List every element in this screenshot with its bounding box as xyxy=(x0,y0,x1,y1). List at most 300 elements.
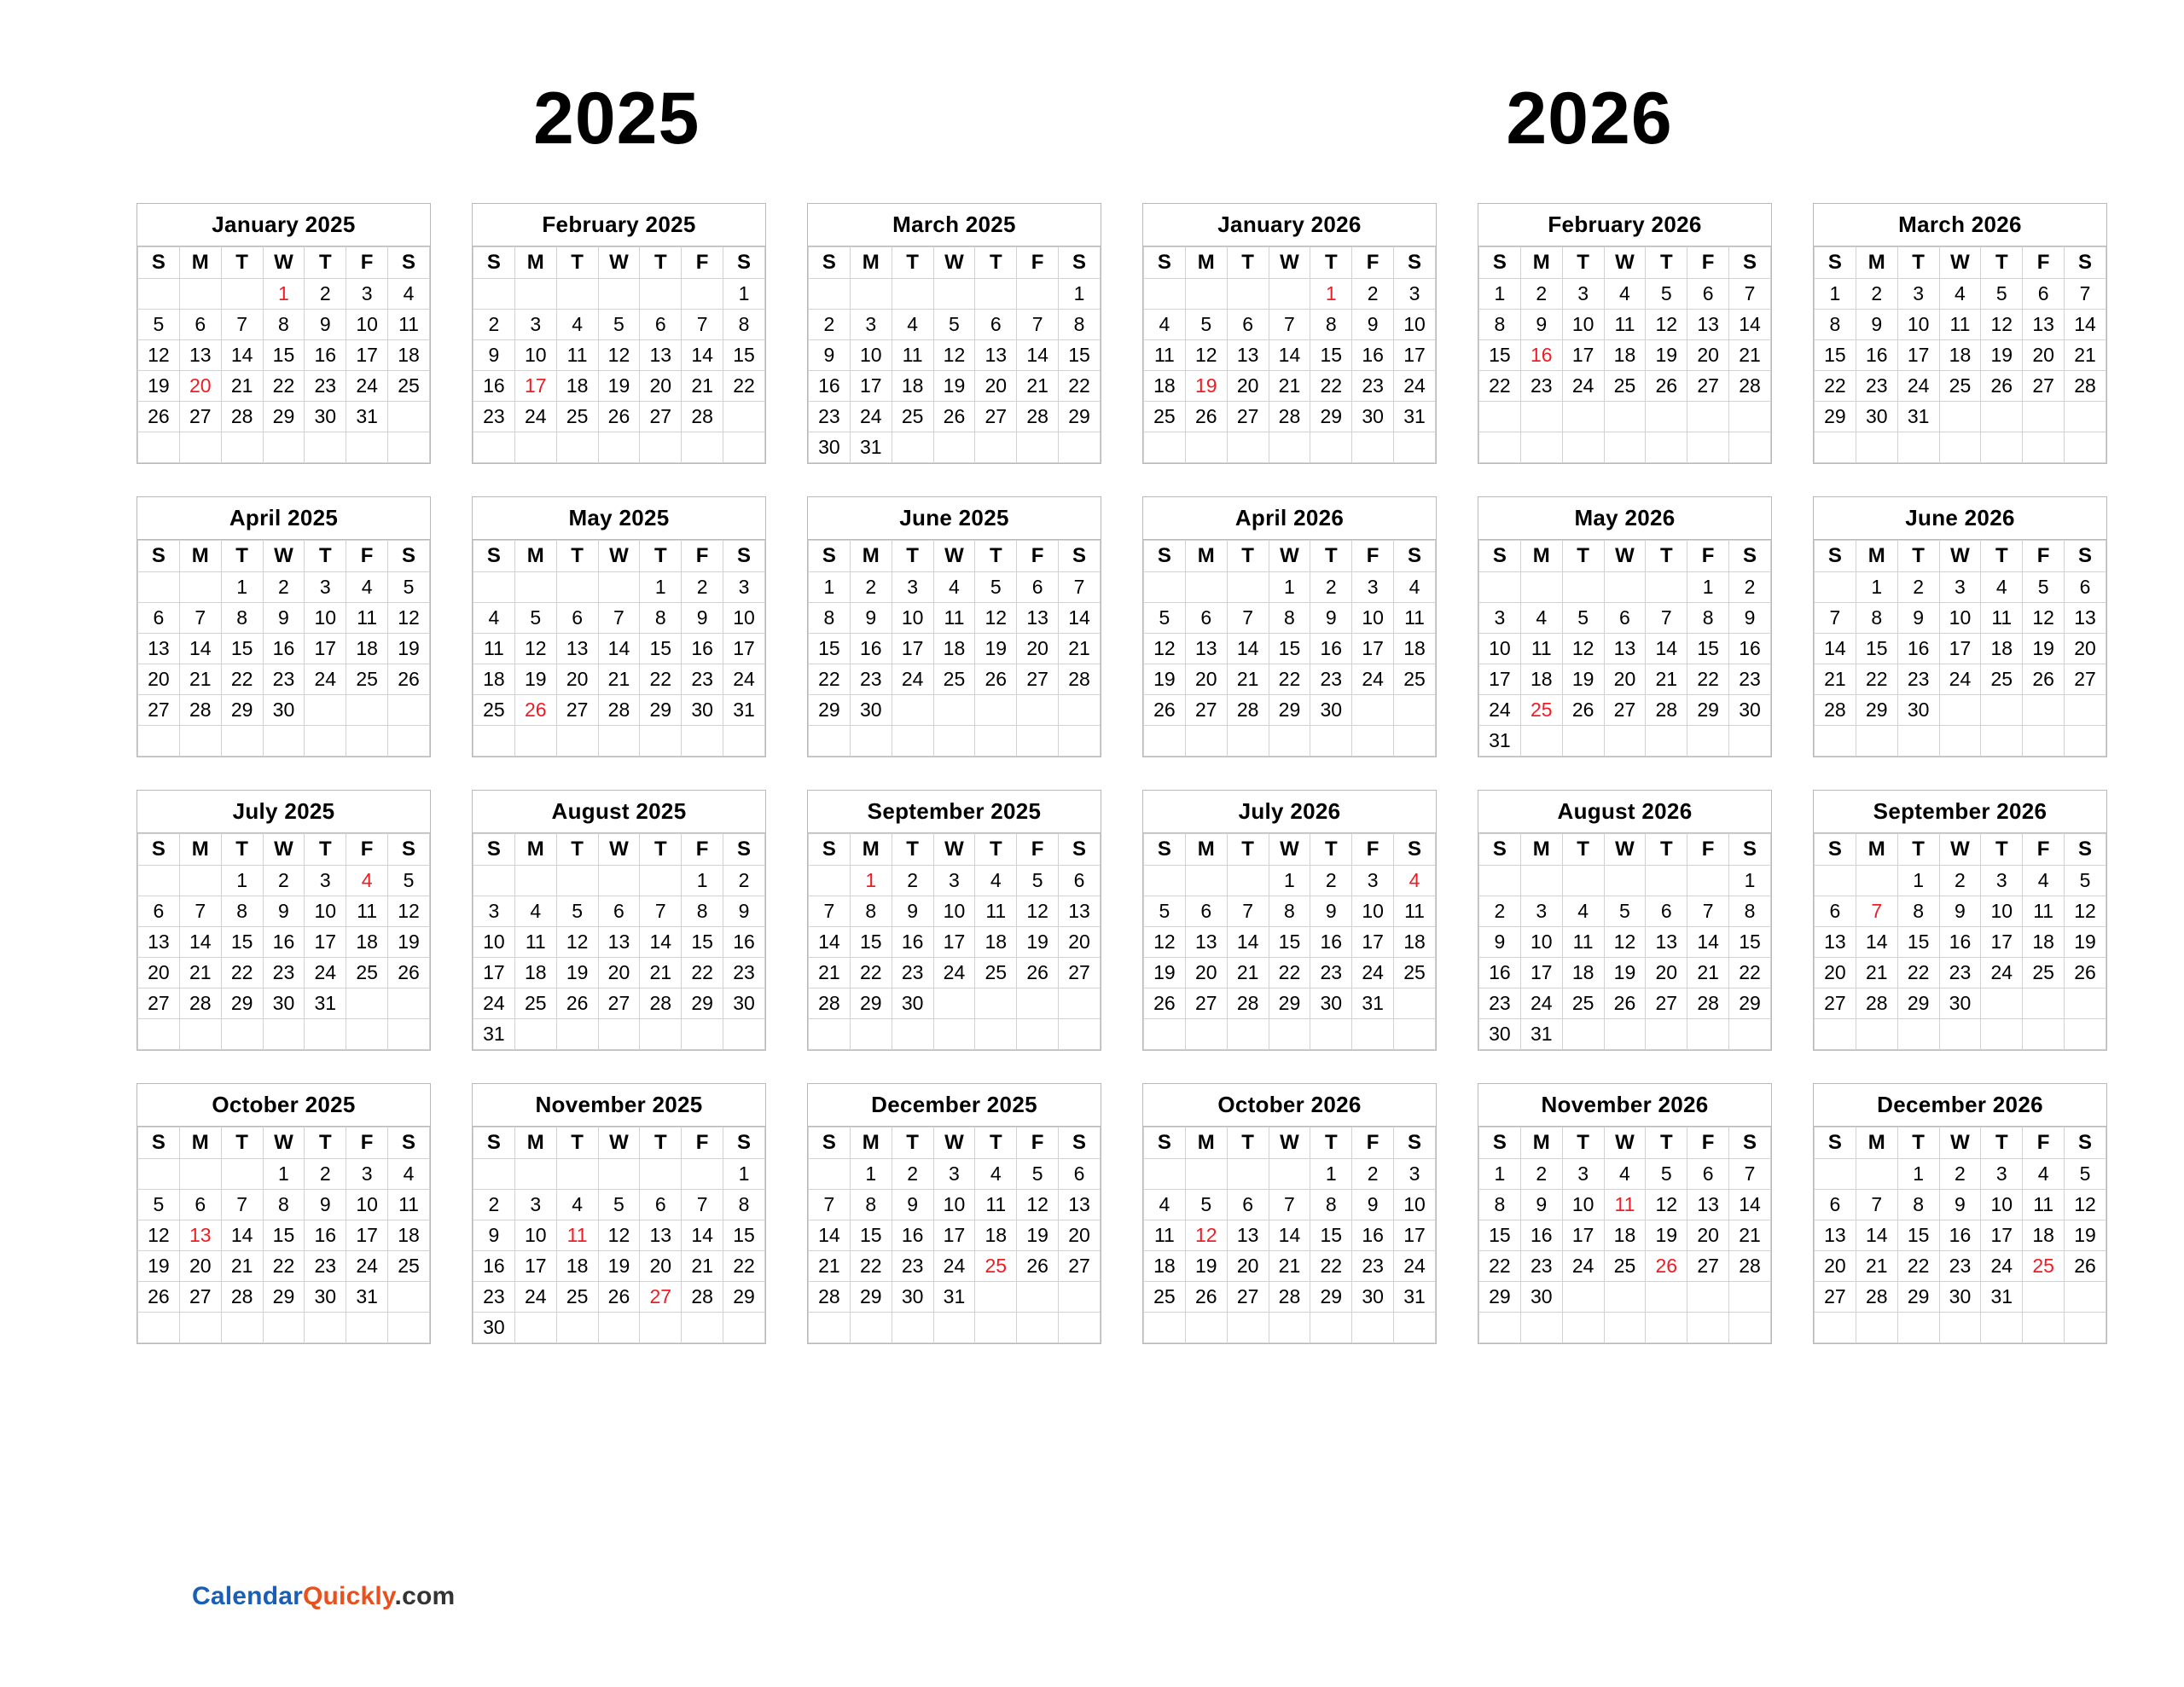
day-cell[interactable]: 11 xyxy=(388,1190,430,1220)
day-cell[interactable]: 7 xyxy=(598,603,640,634)
day-cell[interactable]: 7 xyxy=(1227,896,1269,927)
day-cell[interactable]: 25 xyxy=(975,958,1017,988)
day-cell[interactable]: 7 xyxy=(179,896,221,927)
day-cell[interactable]: 29 xyxy=(640,695,682,726)
day-cell[interactable]: 28 xyxy=(1059,664,1101,695)
day-cell[interactable]: 27 xyxy=(1185,695,1227,726)
day-cell[interactable]: 26 xyxy=(2065,958,2106,988)
day-cell[interactable]: 3 xyxy=(850,310,892,340)
day-cell[interactable]: 16 xyxy=(850,634,892,664)
day-cell[interactable]: 15 xyxy=(1897,927,1939,958)
day-cell[interactable]: 21 xyxy=(1269,371,1310,402)
day-cell[interactable]: 7 xyxy=(1059,572,1101,603)
day-cell[interactable]: 24 xyxy=(1394,1251,1436,1282)
day-cell[interactable]: 8 xyxy=(263,310,305,340)
day-cell[interactable]: 27 xyxy=(138,988,180,1019)
day-cell[interactable]: 28 xyxy=(1017,402,1059,432)
day-cell[interactable]: 28 xyxy=(1729,371,1771,402)
day-cell[interactable]: 12 xyxy=(1646,310,1687,340)
day-cell[interactable]: 16 xyxy=(305,1220,346,1251)
day-cell[interactable]: 11 xyxy=(1939,310,1981,340)
day-cell[interactable]: 20 xyxy=(2023,340,2065,371)
day-cell[interactable]: 14 xyxy=(809,927,851,958)
day-cell[interactable]: 8 xyxy=(1479,1190,1521,1220)
day-cell[interactable]: 17 xyxy=(1981,1220,2023,1251)
day-cell[interactable]: 1 xyxy=(1059,279,1101,310)
day-cell[interactable]: 2 xyxy=(473,310,515,340)
day-cell[interactable]: 14 xyxy=(1059,603,1101,634)
day-cell[interactable]: 2 xyxy=(809,310,851,340)
day-cell[interactable]: 12 xyxy=(2065,1190,2106,1220)
day-cell[interactable]: 4 xyxy=(514,896,556,927)
day-cell[interactable]: 22 xyxy=(850,958,892,988)
day-cell[interactable]: 3 xyxy=(305,572,346,603)
day-cell[interactable]: 25 xyxy=(1144,402,1186,432)
day-cell[interactable]: 3 xyxy=(346,1159,388,1190)
day-cell-holiday[interactable]: 7 xyxy=(1856,896,1897,927)
day-cell[interactable]: 28 xyxy=(1269,1282,1310,1313)
day-cell[interactable]: 21 xyxy=(1227,664,1269,695)
day-cell[interactable]: 8 xyxy=(809,603,851,634)
day-cell[interactable]: 21 xyxy=(598,664,640,695)
day-cell[interactable]: 29 xyxy=(221,695,263,726)
day-cell[interactable]: 2 xyxy=(305,279,346,310)
day-cell[interactable]: 21 xyxy=(1227,958,1269,988)
day-cell[interactable]: 20 xyxy=(138,958,180,988)
day-cell[interactable]: 20 xyxy=(640,1251,682,1282)
day-cell[interactable]: 7 xyxy=(640,896,682,927)
day-cell[interactable]: 1 xyxy=(1687,572,1729,603)
day-cell[interactable]: 16 xyxy=(1729,634,1771,664)
day-cell[interactable]: 7 xyxy=(221,1190,263,1220)
day-cell[interactable]: 13 xyxy=(2065,603,2106,634)
day-cell[interactable]: 10 xyxy=(1981,896,2023,927)
day-cell[interactable]: 15 xyxy=(850,1220,892,1251)
day-cell[interactable]: 22 xyxy=(1479,371,1521,402)
day-cell[interactable]: 28 xyxy=(179,988,221,1019)
day-cell[interactable]: 5 xyxy=(388,866,430,896)
day-cell[interactable]: 12 xyxy=(1144,634,1186,664)
day-cell[interactable]: 9 xyxy=(850,603,892,634)
day-cell[interactable]: 27 xyxy=(1646,988,1687,1019)
day-cell[interactable]: 25 xyxy=(556,402,598,432)
day-cell[interactable]: 27 xyxy=(598,988,640,1019)
day-cell[interactable]: 1 xyxy=(1479,1159,1521,1190)
day-cell[interactable]: 23 xyxy=(305,1251,346,1282)
day-cell[interactable]: 11 xyxy=(514,927,556,958)
day-cell[interactable]: 6 xyxy=(1687,279,1729,310)
day-cell[interactable]: 31 xyxy=(723,695,765,726)
day-cell[interactable]: 11 xyxy=(1520,634,1562,664)
day-cell[interactable]: 10 xyxy=(473,927,515,958)
day-cell[interactable]: 14 xyxy=(809,1220,851,1251)
day-cell[interactable]: 30 xyxy=(682,695,723,726)
day-cell[interactable]: 28 xyxy=(682,402,723,432)
day-cell[interactable]: 26 xyxy=(138,1282,180,1313)
day-cell[interactable]: 24 xyxy=(1981,1251,2023,1282)
day-cell[interactable]: 16 xyxy=(1352,340,1394,371)
day-cell[interactable]: 25 xyxy=(346,664,388,695)
day-cell[interactable]: 7 xyxy=(1269,1190,1310,1220)
day-cell[interactable]: 31 xyxy=(1981,1282,2023,1313)
day-cell[interactable]: 5 xyxy=(1144,603,1186,634)
day-cell[interactable]: 30 xyxy=(1479,1019,1521,1050)
day-cell[interactable]: 10 xyxy=(892,603,933,634)
day-cell[interactable]: 6 xyxy=(1227,310,1269,340)
day-cell[interactable]: 14 xyxy=(1815,634,1856,664)
day-cell[interactable]: 17 xyxy=(1939,634,1981,664)
day-cell[interactable]: 24 xyxy=(1394,371,1436,402)
day-cell[interactable]: 10 xyxy=(1562,1190,1604,1220)
day-cell[interactable]: 15 xyxy=(723,340,765,371)
day-cell[interactable]: 21 xyxy=(1856,1251,1897,1282)
day-cell[interactable]: 19 xyxy=(514,664,556,695)
day-cell[interactable]: 12 xyxy=(1185,340,1227,371)
day-cell[interactable]: 25 xyxy=(473,695,515,726)
day-cell[interactable]: 1 xyxy=(1479,279,1521,310)
day-cell-holiday[interactable]: 1 xyxy=(1310,279,1352,310)
day-cell[interactable]: 24 xyxy=(892,664,933,695)
day-cell[interactable]: 27 xyxy=(1017,664,1059,695)
day-cell[interactable]: 2 xyxy=(1520,279,1562,310)
day-cell[interactable]: 12 xyxy=(388,896,430,927)
day-cell[interactable]: 1 xyxy=(723,279,765,310)
day-cell[interactable]: 23 xyxy=(263,664,305,695)
day-cell[interactable]: 10 xyxy=(514,340,556,371)
day-cell[interactable]: 23 xyxy=(1897,664,1939,695)
day-cell-holiday[interactable]: 17 xyxy=(514,371,556,402)
day-cell[interactable]: 5 xyxy=(556,896,598,927)
day-cell[interactable]: 20 xyxy=(1687,340,1729,371)
day-cell[interactable]: 15 xyxy=(263,1220,305,1251)
day-cell[interactable]: 1 xyxy=(1729,866,1771,896)
day-cell[interactable]: 6 xyxy=(1687,1159,1729,1190)
day-cell[interactable]: 1 xyxy=(221,572,263,603)
day-cell[interactable]: 16 xyxy=(892,927,933,958)
day-cell[interactable]: 11 xyxy=(1144,1220,1186,1251)
day-cell[interactable]: 25 xyxy=(892,402,933,432)
day-cell[interactable]: 29 xyxy=(850,988,892,1019)
day-cell[interactable]: 11 xyxy=(1562,927,1604,958)
day-cell[interactable]: 22 xyxy=(221,958,263,988)
day-cell[interactable]: 23 xyxy=(1352,1251,1394,1282)
day-cell[interactable]: 6 xyxy=(138,896,180,927)
day-cell[interactable]: 23 xyxy=(1520,1251,1562,1282)
day-cell[interactable]: 4 xyxy=(1939,279,1981,310)
day-cell[interactable]: 11 xyxy=(1144,340,1186,371)
day-cell[interactable]: 6 xyxy=(640,1190,682,1220)
day-cell[interactable]: 14 xyxy=(1269,1220,1310,1251)
day-cell[interactable]: 12 xyxy=(138,1220,180,1251)
day-cell[interactable]: 22 xyxy=(723,1251,765,1282)
day-cell[interactable]: 18 xyxy=(514,958,556,988)
day-cell[interactable]: 31 xyxy=(1897,402,1939,432)
day-cell[interactable]: 19 xyxy=(556,958,598,988)
day-cell-holiday[interactable]: 26 xyxy=(514,695,556,726)
day-cell[interactable]: 1 xyxy=(1897,1159,1939,1190)
day-cell[interactable]: 9 xyxy=(1897,603,1939,634)
day-cell[interactable]: 21 xyxy=(1815,664,1856,695)
day-cell[interactable]: 6 xyxy=(2023,279,2065,310)
day-cell[interactable]: 28 xyxy=(809,1282,851,1313)
day-cell[interactable]: 3 xyxy=(514,310,556,340)
day-cell[interactable]: 13 xyxy=(1227,1220,1269,1251)
day-cell[interactable]: 17 xyxy=(1520,958,1562,988)
day-cell[interactable]: 1 xyxy=(1269,866,1310,896)
day-cell[interactable]: 23 xyxy=(473,1282,515,1313)
day-cell[interactable]: 19 xyxy=(933,371,975,402)
day-cell[interactable]: 19 xyxy=(598,1251,640,1282)
day-cell[interactable]: 30 xyxy=(263,695,305,726)
day-cell[interactable]: 25 xyxy=(1394,958,1436,988)
day-cell[interactable]: 13 xyxy=(2023,310,2065,340)
day-cell[interactable]: 13 xyxy=(1227,340,1269,371)
day-cell[interactable]: 31 xyxy=(850,432,892,463)
day-cell[interactable]: 6 xyxy=(1815,896,1856,927)
day-cell[interactable]: 31 xyxy=(1394,1282,1436,1313)
day-cell[interactable]: 8 xyxy=(221,603,263,634)
day-cell[interactable]: 11 xyxy=(933,603,975,634)
day-cell[interactable]: 14 xyxy=(1729,1190,1771,1220)
day-cell[interactable]: 8 xyxy=(1269,896,1310,927)
day-cell[interactable]: 5 xyxy=(1604,896,1646,927)
day-cell[interactable]: 19 xyxy=(2023,634,2065,664)
day-cell[interactable]: 28 xyxy=(598,695,640,726)
day-cell[interactable]: 11 xyxy=(2023,896,2065,927)
day-cell[interactable]: 15 xyxy=(1729,927,1771,958)
day-cell[interactable]: 28 xyxy=(1227,988,1269,1019)
day-cell[interactable]: 3 xyxy=(1352,572,1394,603)
day-cell[interactable]: 23 xyxy=(1729,664,1771,695)
day-cell[interactable]: 23 xyxy=(1479,988,1521,1019)
day-cell[interactable]: 13 xyxy=(640,340,682,371)
day-cell[interactable]: 22 xyxy=(1310,371,1352,402)
day-cell[interactable]: 29 xyxy=(850,1282,892,1313)
day-cell[interactable]: 7 xyxy=(2065,279,2106,310)
day-cell[interactable]: 1 xyxy=(221,866,263,896)
day-cell[interactable]: 21 xyxy=(809,958,851,988)
day-cell[interactable]: 26 xyxy=(388,664,430,695)
day-cell[interactable]: 27 xyxy=(1059,958,1101,988)
day-cell[interactable]: 29 xyxy=(221,988,263,1019)
day-cell[interactable]: 19 xyxy=(1981,340,2023,371)
day-cell[interactable]: 20 xyxy=(975,371,1017,402)
day-cell[interactable]: 6 xyxy=(179,310,221,340)
day-cell[interactable]: 11 xyxy=(892,340,933,371)
day-cell[interactable]: 2 xyxy=(263,572,305,603)
day-cell[interactable]: 29 xyxy=(1729,988,1771,1019)
day-cell[interactable]: 2 xyxy=(1897,572,1939,603)
day-cell[interactable]: 23 xyxy=(1352,371,1394,402)
day-cell[interactable]: 9 xyxy=(1310,896,1352,927)
day-cell[interactable]: 3 xyxy=(1394,279,1436,310)
day-cell[interactable]: 28 xyxy=(221,402,263,432)
day-cell[interactable]: 5 xyxy=(388,572,430,603)
day-cell[interactable]: 25 xyxy=(556,1282,598,1313)
day-cell[interactable]: 1 xyxy=(640,572,682,603)
day-cell[interactable]: 10 xyxy=(514,1220,556,1251)
day-cell[interactable]: 21 xyxy=(221,371,263,402)
day-cell[interactable]: 7 xyxy=(1687,896,1729,927)
day-cell[interactable]: 18 xyxy=(892,371,933,402)
day-cell[interactable]: 12 xyxy=(1017,896,1059,927)
day-cell[interactable]: 15 xyxy=(1687,634,1729,664)
day-cell[interactable]: 16 xyxy=(723,927,765,958)
day-cell[interactable]: 29 xyxy=(1687,695,1729,726)
day-cell[interactable]: 18 xyxy=(933,634,975,664)
day-cell[interactable]: 13 xyxy=(138,634,180,664)
day-cell[interactable]: 18 xyxy=(1562,958,1604,988)
day-cell[interactable]: 21 xyxy=(1017,371,1059,402)
day-cell[interactable]: 18 xyxy=(1144,1251,1186,1282)
day-cell[interactable]: 19 xyxy=(388,927,430,958)
day-cell[interactable]: 8 xyxy=(1269,603,1310,634)
day-cell[interactable]: 31 xyxy=(346,1282,388,1313)
day-cell[interactable]: 7 xyxy=(179,603,221,634)
day-cell[interactable]: 27 xyxy=(2023,371,2065,402)
day-cell[interactable]: 7 xyxy=(682,1190,723,1220)
day-cell[interactable]: 26 xyxy=(1017,958,1059,988)
day-cell[interactable]: 20 xyxy=(2065,634,2106,664)
day-cell[interactable]: 28 xyxy=(809,988,851,1019)
day-cell[interactable]: 22 xyxy=(1897,1251,1939,1282)
day-cell[interactable]: 15 xyxy=(1479,1220,1521,1251)
day-cell[interactable]: 3 xyxy=(933,1159,975,1190)
day-cell[interactable]: 2 xyxy=(1856,279,1897,310)
day-cell[interactable]: 25 xyxy=(933,664,975,695)
day-cell[interactable]: 8 xyxy=(850,896,892,927)
day-cell[interactable]: 14 xyxy=(1646,634,1687,664)
day-cell[interactable]: 10 xyxy=(1562,310,1604,340)
day-cell[interactable]: 6 xyxy=(556,603,598,634)
day-cell[interactable]: 16 xyxy=(263,927,305,958)
day-cell[interactable]: 14 xyxy=(682,1220,723,1251)
day-cell[interactable]: 30 xyxy=(1310,695,1352,726)
day-cell[interactable]: 6 xyxy=(1059,1159,1101,1190)
day-cell[interactable]: 10 xyxy=(933,896,975,927)
day-cell[interactable]: 6 xyxy=(2065,572,2106,603)
day-cell[interactable]: 12 xyxy=(556,927,598,958)
day-cell[interactable]: 18 xyxy=(2023,1220,2065,1251)
day-cell[interactable]: 20 xyxy=(138,664,180,695)
day-cell-holiday[interactable]: 25 xyxy=(2023,1251,2065,1282)
day-cell[interactable]: 12 xyxy=(975,603,1017,634)
day-cell-holiday[interactable]: 20 xyxy=(179,371,221,402)
day-cell[interactable]: 17 xyxy=(933,1220,975,1251)
day-cell[interactable]: 8 xyxy=(723,1190,765,1220)
day-cell[interactable]: 3 xyxy=(933,866,975,896)
day-cell[interactable]: 29 xyxy=(809,695,851,726)
day-cell[interactable]: 24 xyxy=(346,371,388,402)
day-cell[interactable]: 9 xyxy=(1729,603,1771,634)
day-cell[interactable]: 12 xyxy=(388,603,430,634)
day-cell[interactable]: 17 xyxy=(305,634,346,664)
day-cell[interactable]: 22 xyxy=(850,1251,892,1282)
day-cell[interactable]: 27 xyxy=(975,402,1017,432)
day-cell[interactable]: 8 xyxy=(850,1190,892,1220)
day-cell[interactable]: 7 xyxy=(809,1190,851,1220)
day-cell[interactable]: 20 xyxy=(1646,958,1687,988)
day-cell[interactable]: 26 xyxy=(138,402,180,432)
day-cell-holiday[interactable]: 16 xyxy=(1520,340,1562,371)
day-cell[interactable]: 5 xyxy=(1185,1190,1227,1220)
day-cell[interactable]: 8 xyxy=(1815,310,1856,340)
day-cell[interactable]: 28 xyxy=(682,1282,723,1313)
day-cell[interactable]: 15 xyxy=(850,927,892,958)
day-cell[interactable]: 17 xyxy=(723,634,765,664)
day-cell[interactable]: 8 xyxy=(1310,1190,1352,1220)
day-cell[interactable]: 30 xyxy=(1520,1282,1562,1313)
day-cell[interactable]: 26 xyxy=(2023,664,2065,695)
day-cell[interactable]: 4 xyxy=(388,1159,430,1190)
day-cell[interactable]: 20 xyxy=(1059,927,1101,958)
day-cell[interactable]: 16 xyxy=(1939,927,1981,958)
day-cell[interactable]: 15 xyxy=(682,927,723,958)
day-cell[interactable]: 3 xyxy=(1897,279,1939,310)
day-cell[interactable]: 19 xyxy=(975,634,1017,664)
day-cell[interactable]: 16 xyxy=(1856,340,1897,371)
day-cell[interactable]: 4 xyxy=(1604,279,1646,310)
day-cell[interactable]: 12 xyxy=(2065,896,2106,927)
day-cell[interactable]: 16 xyxy=(473,1251,515,1282)
day-cell[interactable]: 10 xyxy=(1352,896,1394,927)
day-cell[interactable]: 22 xyxy=(1269,664,1310,695)
day-cell[interactable]: 9 xyxy=(809,340,851,371)
day-cell[interactable]: 13 xyxy=(1815,927,1856,958)
day-cell[interactable]: 19 xyxy=(1604,958,1646,988)
day-cell[interactable]: 23 xyxy=(1939,1251,1981,1282)
day-cell[interactable]: 24 xyxy=(1562,371,1604,402)
day-cell[interactable]: 13 xyxy=(138,927,180,958)
day-cell[interactable]: 4 xyxy=(556,310,598,340)
day-cell[interactable]: 23 xyxy=(305,371,346,402)
day-cell[interactable]: 27 xyxy=(1604,695,1646,726)
day-cell[interactable]: 19 xyxy=(1017,927,1059,958)
day-cell[interactable]: 2 xyxy=(305,1159,346,1190)
day-cell[interactable]: 9 xyxy=(1310,603,1352,634)
day-cell[interactable]: 7 xyxy=(1269,310,1310,340)
day-cell[interactable]: 17 xyxy=(1981,927,2023,958)
day-cell[interactable]: 17 xyxy=(933,927,975,958)
day-cell[interactable]: 8 xyxy=(1310,310,1352,340)
day-cell[interactable]: 24 xyxy=(514,402,556,432)
day-cell[interactable]: 23 xyxy=(723,958,765,988)
day-cell[interactable]: 29 xyxy=(263,1282,305,1313)
day-cell[interactable]: 29 xyxy=(682,988,723,1019)
day-cell[interactable]: 28 xyxy=(640,988,682,1019)
day-cell[interactable]: 28 xyxy=(1646,695,1687,726)
day-cell[interactable]: 26 xyxy=(1185,1282,1227,1313)
day-cell[interactable]: 17 xyxy=(1479,664,1521,695)
day-cell[interactable]: 28 xyxy=(1815,695,1856,726)
day-cell[interactable]: 20 xyxy=(1185,664,1227,695)
day-cell[interactable]: 24 xyxy=(305,958,346,988)
day-cell[interactable]: 14 xyxy=(179,927,221,958)
day-cell[interactable]: 23 xyxy=(1939,958,1981,988)
day-cell[interactable]: 7 xyxy=(682,310,723,340)
day-cell[interactable]: 12 xyxy=(1646,1190,1687,1220)
day-cell[interactable]: 1 xyxy=(682,866,723,896)
day-cell[interactable]: 19 xyxy=(2065,927,2106,958)
day-cell[interactable]: 20 xyxy=(1185,958,1227,988)
day-cell[interactable]: 26 xyxy=(1185,402,1227,432)
day-cell-holiday[interactable]: 19 xyxy=(1185,371,1227,402)
day-cell[interactable]: 15 xyxy=(1897,1220,1939,1251)
day-cell[interactable]: 20 xyxy=(1815,1251,1856,1282)
day-cell[interactable]: 13 xyxy=(1185,927,1227,958)
day-cell[interactable]: 29 xyxy=(723,1282,765,1313)
day-cell[interactable]: 13 xyxy=(1604,634,1646,664)
